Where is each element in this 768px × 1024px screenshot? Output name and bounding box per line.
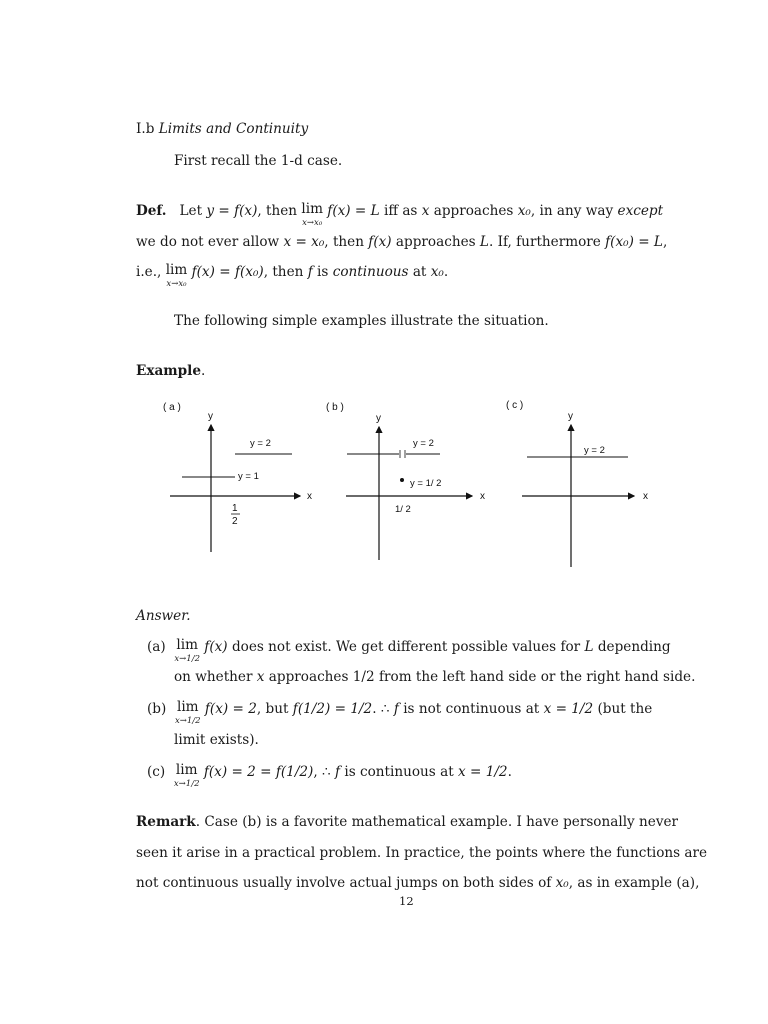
figure-svg xyxy=(150,395,670,575)
def-math: f(x) = L xyxy=(322,203,380,219)
panel-b-point xyxy=(400,478,404,482)
example-period: . xyxy=(200,363,206,379)
answer-text: , ∴ xyxy=(313,764,335,780)
def-text: Let xyxy=(179,203,207,219)
remark-text: Case (b) is a favorite mathematical example. I have personally never xyxy=(200,814,679,830)
panel-c-x-label: x xyxy=(643,491,648,502)
def-text: , then xyxy=(263,264,308,280)
limit-operator: lim x→x₀ xyxy=(301,201,323,228)
panel-b-line-label: y = 2 xyxy=(413,438,434,449)
panel-b-tick: 1/ 2 xyxy=(395,504,411,515)
remark-text: , as in example (a), xyxy=(568,875,700,891)
def-math: f xyxy=(307,264,313,280)
answer-b-line-2: limit exists). xyxy=(174,732,259,748)
def-text: . If, furthermore xyxy=(488,234,606,250)
def-text: is xyxy=(312,264,333,280)
def-math: y = f(x) xyxy=(206,203,258,219)
answer-b-line-1 xyxy=(147,701,652,725)
remark-text: not continuous usually involve actual jumps on both sides of xyxy=(136,875,556,891)
def-emphasis: continuous xyxy=(332,264,409,280)
panel-a-lower-label: y = 1 xyxy=(238,471,259,482)
section-heading xyxy=(136,121,308,137)
def-text: at xyxy=(408,264,431,280)
answer-text: (but the xyxy=(593,701,653,717)
def-text: we do not ever allow xyxy=(136,234,284,250)
answer-text: on whether xyxy=(174,669,257,685)
def-math: x₀ xyxy=(517,203,531,219)
panel-b-point-label: y = 1/ 2 xyxy=(410,478,442,489)
example-figure xyxy=(150,395,670,579)
def-math: x = x₀ xyxy=(283,234,325,250)
answer-math: f xyxy=(393,701,399,717)
def-text: , xyxy=(662,234,668,250)
following-text: The following simple examples illustrate the situation. xyxy=(174,313,549,329)
def-text: , then xyxy=(257,203,302,219)
panel-a-upper-label: y = 2 xyxy=(250,438,271,449)
answer-text: approaches 1/2 from the left hand side or the right hand side. xyxy=(264,669,696,685)
answer-math: f(x) xyxy=(199,639,228,655)
limit-operator: lim x→1/2 xyxy=(174,699,201,726)
def-math: x xyxy=(421,203,430,219)
remark-line-3 xyxy=(136,875,699,891)
limit-operator: lim x→1/2 xyxy=(174,637,200,664)
answer-text: . xyxy=(507,764,512,780)
panel-a-y-label: y xyxy=(208,411,213,422)
panel-c-line-label: y = 2 xyxy=(584,445,605,456)
def-text: i.e., xyxy=(136,264,166,280)
definition-line-2 xyxy=(136,234,667,250)
def-emphasis: except xyxy=(617,203,664,219)
answer-text: does not exist. We get different possible values for xyxy=(227,639,585,655)
panel-c xyxy=(506,400,648,567)
answer-math: L xyxy=(584,639,594,655)
answer-label: Answer. xyxy=(136,608,191,624)
answer-b-marker: (b) xyxy=(147,701,167,717)
remark-period: . xyxy=(195,814,201,830)
panel-a-x-label: x xyxy=(307,491,312,502)
panel-a xyxy=(163,402,312,552)
answer-math: f(x) = 2 = f(1/2) xyxy=(199,764,314,780)
answer-a-marker: (a) xyxy=(147,639,166,655)
example-heading xyxy=(136,363,205,379)
panel-a-label: ( a ) xyxy=(163,402,181,413)
panel-c-y-label: y xyxy=(568,411,573,422)
answer-text: . ∴ xyxy=(372,701,394,717)
remark-label: Remark xyxy=(136,814,196,830)
answer-math: f(1/2) = 1/2 xyxy=(292,701,373,717)
def-text: . xyxy=(443,264,449,280)
remark-line-1 xyxy=(136,814,678,830)
panel-b-x-label: x xyxy=(480,491,485,502)
intro-text: First recall the 1-d case. xyxy=(174,153,343,169)
answer-math: f xyxy=(334,764,341,780)
section-number: I.b xyxy=(136,121,155,137)
answer-math: x = 1/2 xyxy=(458,764,508,780)
def-math: f(x₀) = L xyxy=(605,234,663,250)
def-label: Def. xyxy=(136,203,167,219)
def-text: , then xyxy=(324,234,369,250)
answer-text: is continuous at xyxy=(340,764,458,780)
answer-c-marker: (c) xyxy=(147,764,166,780)
limit-operator: lim x→1/2 xyxy=(173,762,200,789)
def-math: L xyxy=(479,234,489,250)
answer-math: f(x) = 2 xyxy=(200,701,257,717)
panel-a-tick-num: 1 xyxy=(232,503,238,514)
answer-math: x xyxy=(256,669,265,685)
def-math: f(x) = f(x₀) xyxy=(187,264,264,280)
def-text: approaches xyxy=(391,234,480,250)
def-text: , in any way xyxy=(530,203,618,219)
remark-math: x₀ xyxy=(555,875,569,891)
definition-line-1 xyxy=(136,203,663,227)
def-text: iff as xyxy=(379,203,422,219)
def-math: f(x) xyxy=(368,234,392,250)
def-math: x₀ xyxy=(430,264,444,280)
definition-line-3 xyxy=(136,264,448,288)
def-text: approaches xyxy=(429,203,518,219)
panel-b xyxy=(326,402,485,560)
panel-b-label: ( b ) xyxy=(326,402,344,413)
panel-a-tick-den: 2 xyxy=(232,516,238,527)
panel-b-y-label: y xyxy=(376,413,381,424)
answer-math: x = 1/2 xyxy=(543,701,594,717)
example-label: Example xyxy=(136,363,201,379)
panel-c-label: ( c ) xyxy=(506,400,524,411)
answer-a-line-2 xyxy=(174,669,695,685)
answer-a-line-1 xyxy=(147,639,671,663)
answer-text: is not continuous at xyxy=(398,701,544,717)
answer-text: depending xyxy=(593,639,671,655)
answer-c-line-1 xyxy=(147,764,512,788)
remark-line-2: seen it arise in a practical problem. In practice, the points where the functions are xyxy=(136,845,708,861)
section-title: Limits and Continuity xyxy=(158,121,309,137)
page-number: 12 xyxy=(399,894,414,908)
limit-operator: lim x→x₀ xyxy=(165,262,188,289)
answer-text: , but xyxy=(256,701,293,717)
